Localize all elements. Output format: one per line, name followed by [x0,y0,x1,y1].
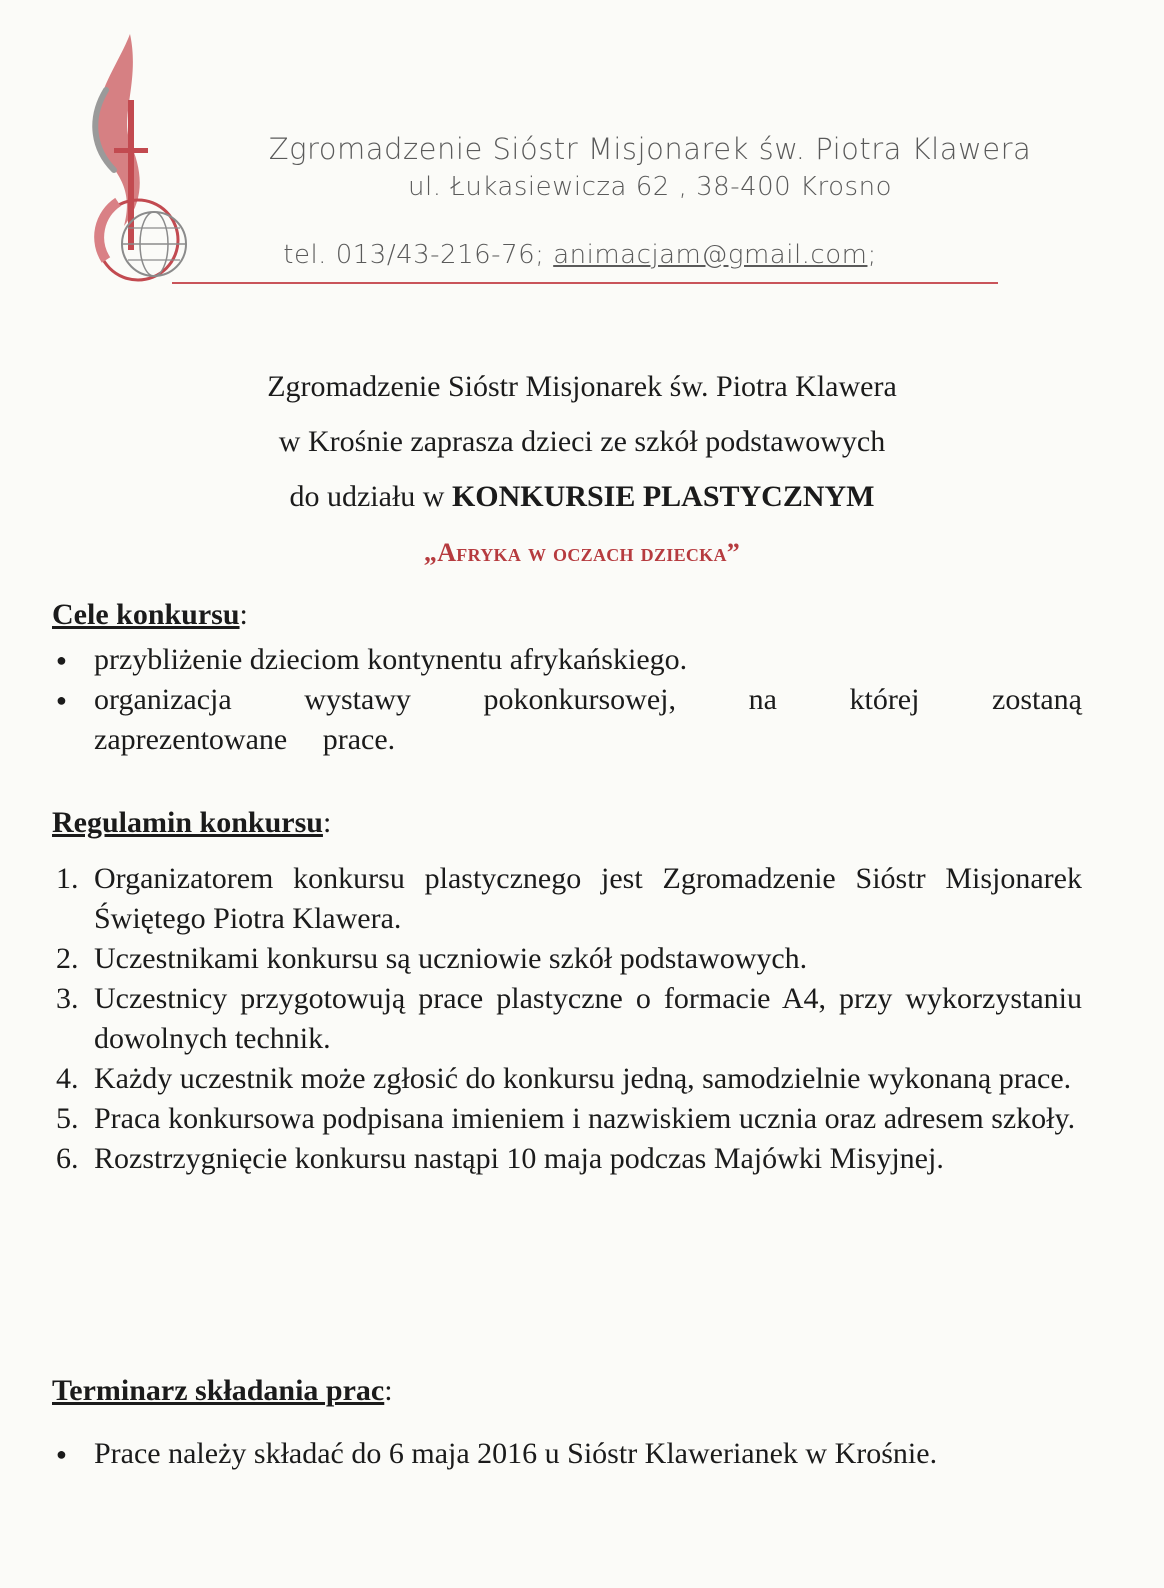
invitation-line-3-bold: KONKURSIE PLASTYCZNYM [451,480,875,513]
goals-list [52,640,1082,760]
deadline-heading [52,1374,393,1408]
rules-heading-text: Regulamin konkursu [52,806,323,839]
letterhead-org-name: Zgromadzenie Sióstr Misjonarek św. Piotra Klawera [268,132,1032,166]
goals-item-1: przybliżenie dzieciom kontynentu afrykańskiego. [94,643,688,676]
rule-number-6: 6. [56,1142,79,1175]
list-item [52,859,1082,939]
rules-heading-colon: : [322,806,332,839]
deadline-heading-colon: : [384,1374,393,1407]
goals-item-2: organizacja wystawy pokonkursowej, na której zostaną zaprezentowane prace. [94,683,1082,756]
letterhead-address: ul. Łukasiewicza 62 , 38-400 Krosno [408,172,892,202]
rule-text-1: Organizatorem konkursu plastycznego jest Zgromadzenie Sióstr Misjonarek Świętego Piotra Klawera. [94,862,1082,935]
rules-heading [52,806,331,840]
list-item [52,680,1082,760]
invitation-line-1: Zgromadzenie Sióstr Misjonarek św. Piotra Klawera [267,370,897,403]
letterhead-phone: tel. 013/43-216-76; [283,240,545,270]
rule-number-4: 4. [56,1062,79,1095]
rule-number-2: 2. [56,942,79,975]
letterhead-divider [172,282,998,284]
rule-text-3: Uczestnicy przygotowują prace plastyczne o formacie A4, przy wykorzystaniu dowolnych technik. [94,982,1082,1055]
deadline-heading-text: Terminarz składania prac [52,1374,385,1407]
rule-text-2: Uczestnikami konkursu są uczniowie szkół podstawowych. [94,942,808,975]
rules-list [52,859,1082,1179]
invitation-line-3-prefix: do udziału w [289,480,452,513]
letterhead-email-link[interactable]: animacjam@gmail.com [553,240,868,270]
goals-heading [52,598,248,632]
rule-number-1: 1. [56,862,79,895]
list-item [52,1099,1082,1139]
rule-number-3: 3. [56,982,79,1015]
rule-text-6: Rozstrzygnięcie konkursu nastąpi 10 maja podczas Majówki Misyjnej. [94,1142,944,1175]
rule-text-4: Każdy uczestnik może zgłosić do konkursu jedną, samodzielnie wykonaną prace. [94,1062,1072,1095]
goals-heading-colon: : [239,598,248,631]
congregation-logo-icon [58,30,208,292]
list-item [52,939,1082,979]
list-item [52,979,1082,1059]
goals-heading-text: Cele konkursu [52,598,240,631]
contest-title: „Afryka w oczach dziecka” [423,538,741,567]
list-item [52,1059,1082,1099]
letterhead-email-suffix: ; [867,240,877,270]
invitation-line-3 [0,480,1164,514]
list-item [52,640,1082,680]
rule-text-5: Praca konkursowa podpisana imieniem i nazwiskiem ucznia oraz adresem szkoły. [94,1102,1076,1135]
list-item [52,1430,952,1478]
letterhead-contact [200,240,960,270]
deadline-list [52,1430,952,1478]
deadline-item-1: Prace należy składać do 6 maja 2016 u Sióstr Klawerianek w Krośnie. [94,1437,938,1470]
list-item [52,1139,1082,1179]
invitation-line-2: w Krośnie zaprasza dzieci ze szkół podstawowych [278,425,886,458]
rule-number-5: 5. [56,1102,79,1135]
